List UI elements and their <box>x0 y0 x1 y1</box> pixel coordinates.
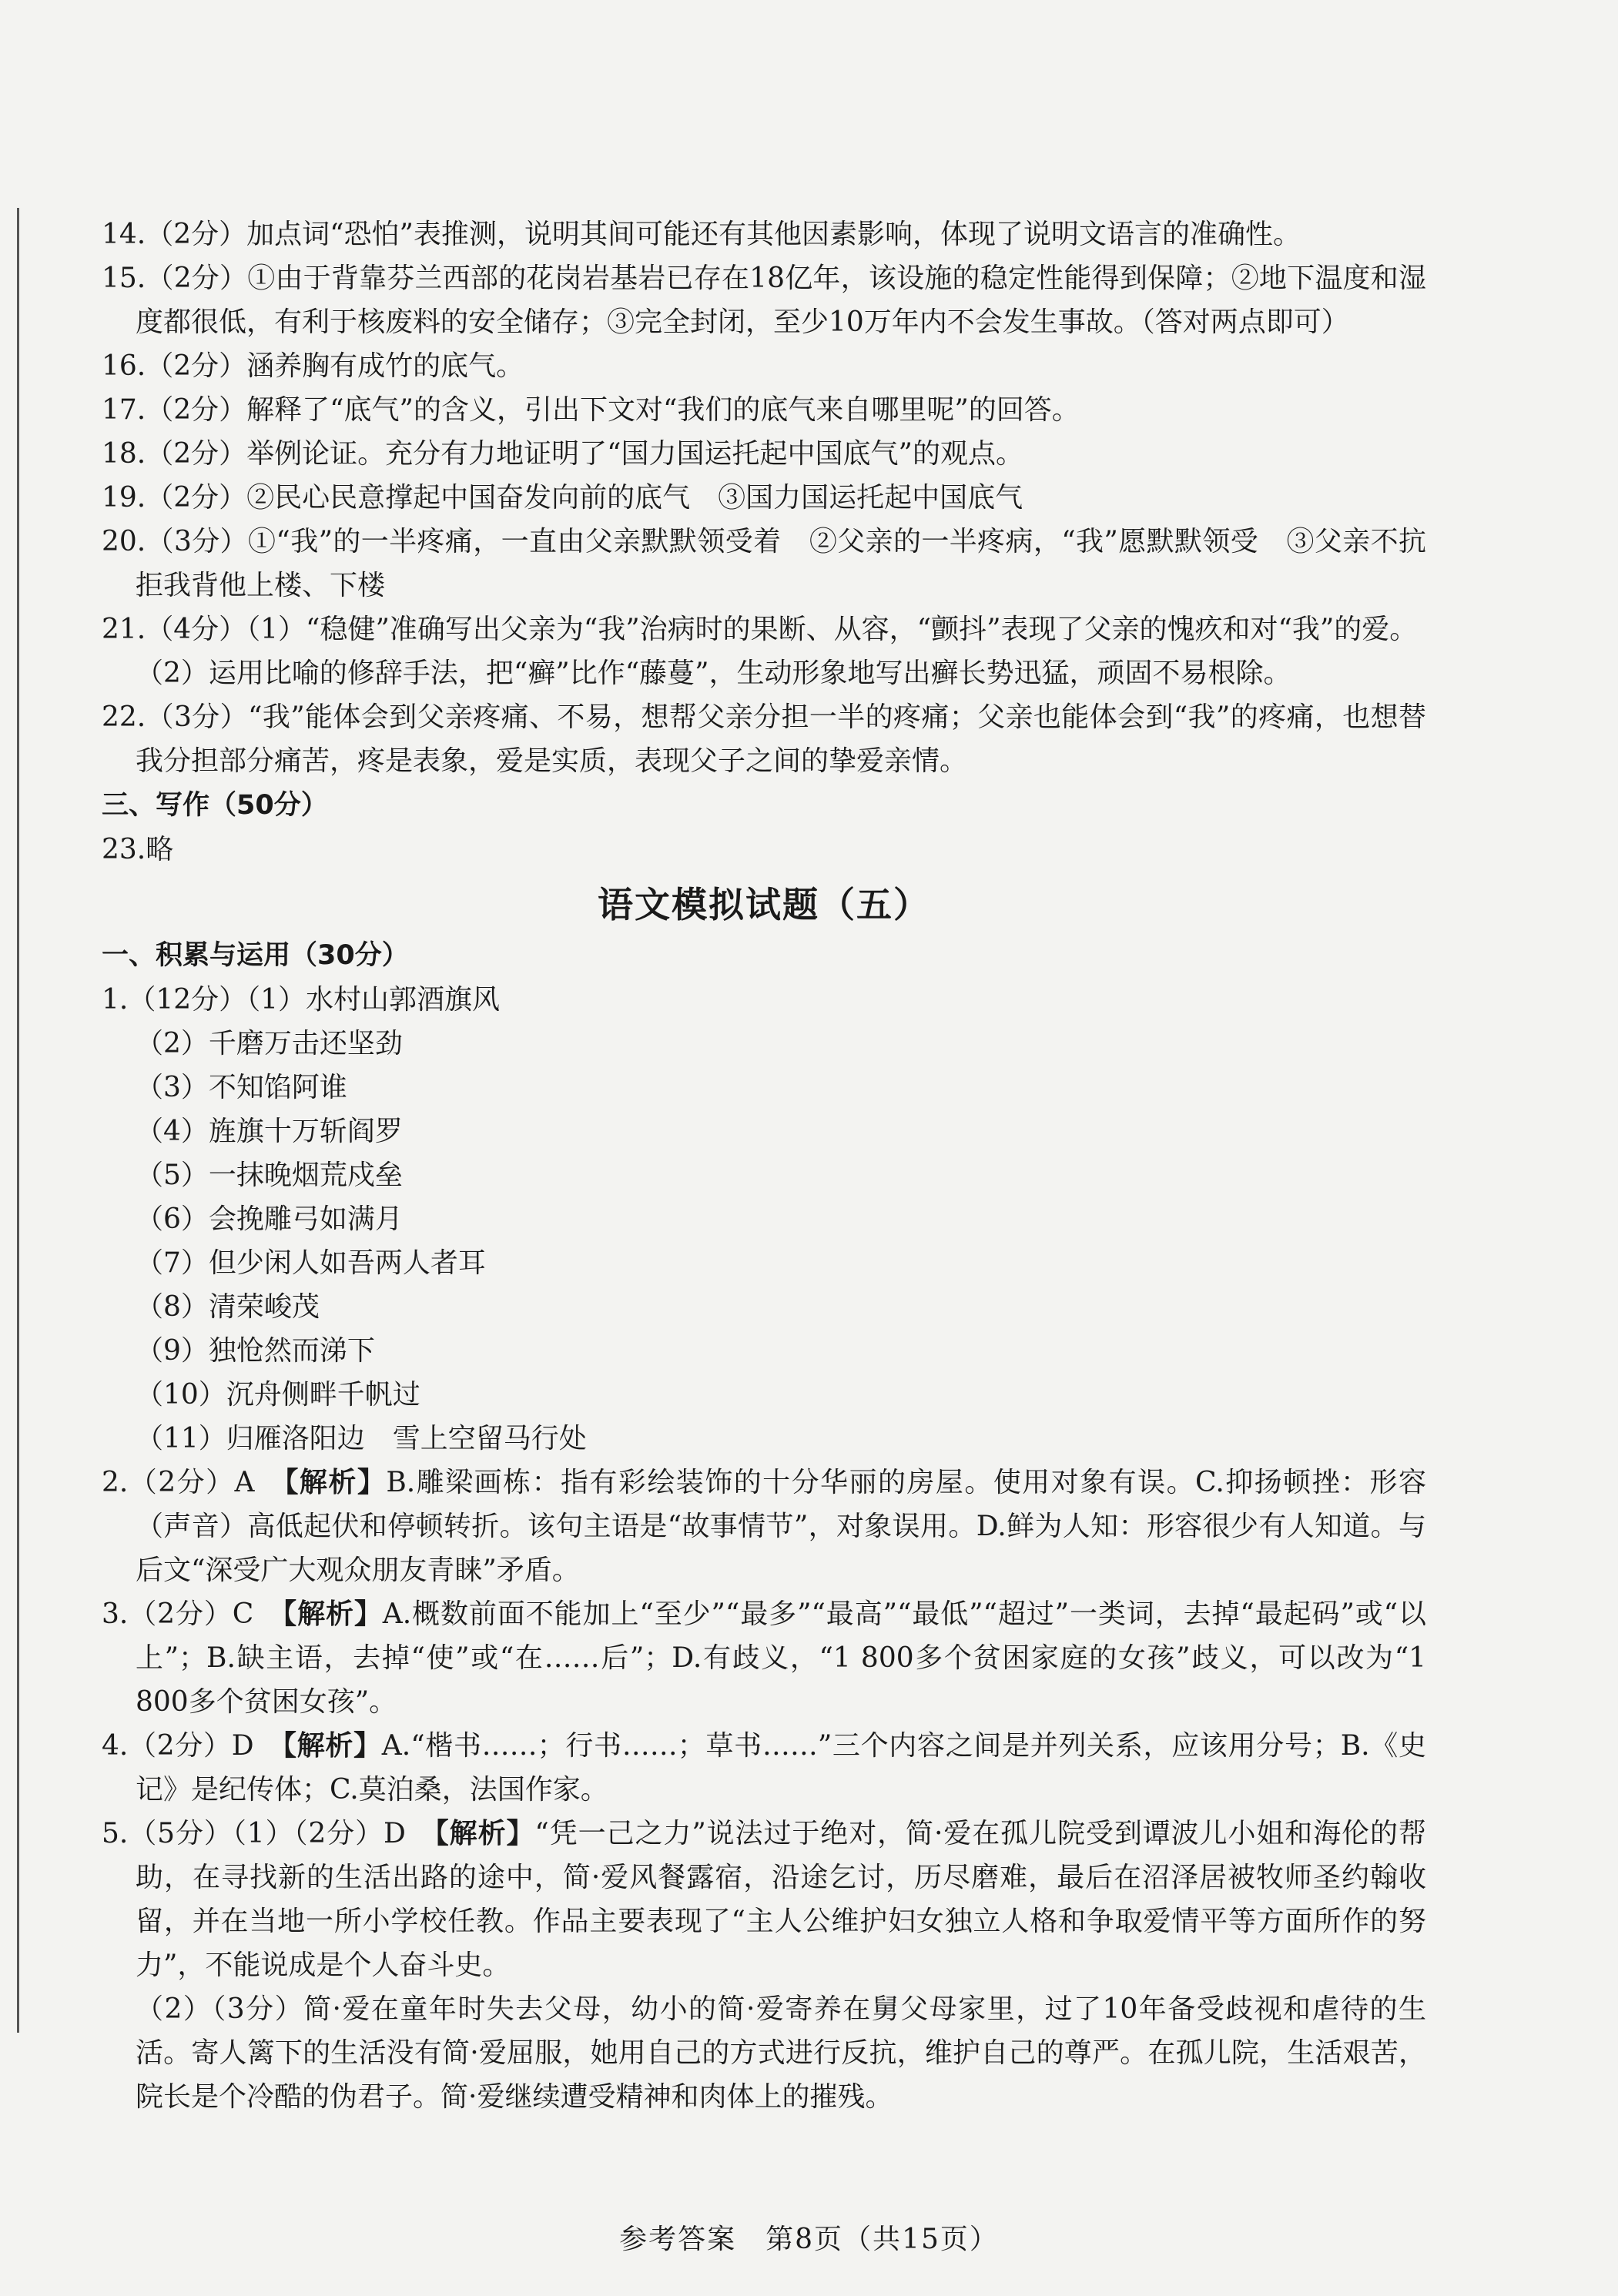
exam-title: 语文模拟试题（五） <box>598 884 930 925</box>
answer-2-analysis: B.雕梁画栋：指有彩绘装饰的十分华丽的房屋。使用对象有误。C.抑扬顿挫：形容（声音）高低起伏和停顿转折。该句主语是“故事情节”，对象误用。D.鲜为人知：形容很少有人知道。与后文“深受广大观众朋友青睐”矛盾。 <box>136 1467 1426 1586</box>
answer-23: 23.略 <box>102 834 174 865</box>
answer-1-item: （2）千磨万击还坚劲 <box>136 1028 403 1059</box>
analysis-tag: 【解析】 <box>283 1598 383 1630</box>
analysis-tag: 【解析】 <box>434 1818 535 1849</box>
answer-1-item: （11）归雁洛阳边 雪上空留马行处 <box>136 1423 587 1454</box>
answer-3-prefix: 3.（2分）C <box>102 1598 283 1630</box>
answer-2 <box>102 1461 1426 1592</box>
answer-4-analysis: A.“楷书……；行书……；草书……”三个内容之间是并列关系，应该用分号；B.《史记》是纪传体；C.莫泊桑，法国作家。 <box>136 1730 1426 1806</box>
answer-1-head: 1.（12分）（1）水村山郭酒旗风 <box>102 984 501 1016</box>
answer-1-item: （6）会挽雕弓如满月 <box>136 1203 403 1235</box>
answer-1-item: （8）清荣峻茂 <box>136 1291 320 1323</box>
answer-21-part1: 21.（4分）（1）“稳健”准确写出父亲为“我”治病时的果断、从容，“颤抖”表现了父亲的愧疚和对“我”的爱。 <box>102 614 1418 645</box>
answer-14: 14.（2分）加点词“恐怕”表推测，说明其间可能还有其他因素影响，体现了说明文语言的准确性。 <box>102 219 1301 250</box>
answer-3 <box>102 1592 1426 1724</box>
answer-5-part1 <box>102 1812 1426 1987</box>
answer-5-part2: （2）（3分）简·爱在童年时失去父母，幼小的简·爱寄养在舅父母家里，过了10年备受歧视和虐待的生活。寄人篱下的生活没有简·爱屈服，她用自己的方式进行反抗，维护自己的尊严。在孤儿院，生活艰苦，院长是个冷酷的伪君子。简·爱继续遭受精神和肉体上的摧残。 <box>136 1993 1426 2113</box>
answer-2-prefix: 2.（2分）A <box>102 1467 285 1498</box>
answer-content <box>102 213 1426 2119</box>
section-writing-heading: 三、写作（50分） <box>102 790 328 821</box>
answer-1-item: （4）旌旗十万斩阎罗 <box>136 1116 403 1147</box>
section-accumulation-heading: 一、积累与运用（30分） <box>102 940 409 971</box>
answer-22: 22.（3分）“我”能体会到父亲疼痛、不易，想帮父亲分担一半的疼痛；父亲也能体会到“我”的疼痛，也想替我分担部分痛苦，疼是表象，爱是实质，表现父子之间的挚爱亲情。 <box>102 701 1426 777</box>
answer-1-item: （9）独怆然而涕下 <box>136 1335 375 1367</box>
answer-1-item: （3）不知馅阿谁 <box>136 1072 347 1103</box>
answer-21-part2: （2）运用比喻的修辞手法，把“癣”比作“藤蔓”，生动形象地写出癣长势迅猛，顽固不易根除。 <box>136 658 1291 689</box>
answer-4 <box>102 1724 1426 1812</box>
answer-1-item: （7）但少闲人如吾两人者耳 <box>136 1247 486 1279</box>
answer-19: 19.（2分）②民心民意撑起中国奋发向前的底气 ③国力国运托起中国底气 <box>102 482 1023 514</box>
analysis-tag: 【解析】 <box>284 1467 387 1498</box>
answer-4-prefix: 4.（2分）D <box>102 1730 283 1762</box>
answer-5-analysis: “凭一己之力”说法过于绝对，简·爱在孤儿院受到谭波儿小姐和海伦的帮助，在寻找新的生活出路的途中，简·爱风餐露宿，沿途乞讨，历尽磨难，最后在沼泽居被牧师圣约翰收留，并在当地一所小学校任教。作品主要表现了“主人公维护妇女独立人格和争取爱情平等方面所作的努力”，不能说成是个人奋斗史。 <box>136 1818 1426 1981</box>
answer-1-item: （10）沉舟侧畔千帆过 <box>136 1379 420 1411</box>
answer-15: 15.（2分）①由于背靠芬兰西部的花岗岩基岩已存在18亿年，该设施的稳定性能得到保障；②地下温度和湿度都很低，有利于核废料的安全储存；③完全封闭，至少10万年内不会发生事故。（答对两点即可） <box>102 263 1426 338</box>
answer-5-prefix: 5.（5分）（1）（2分）D <box>102 1818 435 1849</box>
answer-17: 17.（2分）解释了“底气”的含义，引出下文对“我们的底气来自哪里呢”的回答。 <box>102 394 1080 426</box>
answer-18: 18.（2分）举例论证。充分有力地证明了“国力国运托起中国底气”的观点。 <box>102 438 1023 470</box>
page-footer: 参考答案 第8页（共15页） <box>619 2224 999 2255</box>
binding-margin-line <box>17 208 19 2033</box>
answer-1-item: （5）一抹晚烟荒戍垒 <box>136 1160 403 1191</box>
answer-20: 20.（3分）①“我”的一半疼痛，一直由父亲默默领受着 ②父亲的一半疼病，“我”愿默默领受 ③父亲不抗拒我背他上楼、下楼 <box>102 526 1426 601</box>
answer-16: 16.（2分）涵养胸有成竹的底气。 <box>102 350 524 382</box>
analysis-tag: 【解析】 <box>282 1730 382 1762</box>
answer-3-analysis: A.概数前面不能加上“至少”“最多”“最高”“最低”“超过”一类词，去掉“最起码”或“以上”；B.缺主语，去掉“使”或“在……后”；D.有歧义，“1 800多个贫困家庭的女孩”歧义，可以改为“1 800多个贫困女孩”。 <box>136 1598 1426 1718</box>
